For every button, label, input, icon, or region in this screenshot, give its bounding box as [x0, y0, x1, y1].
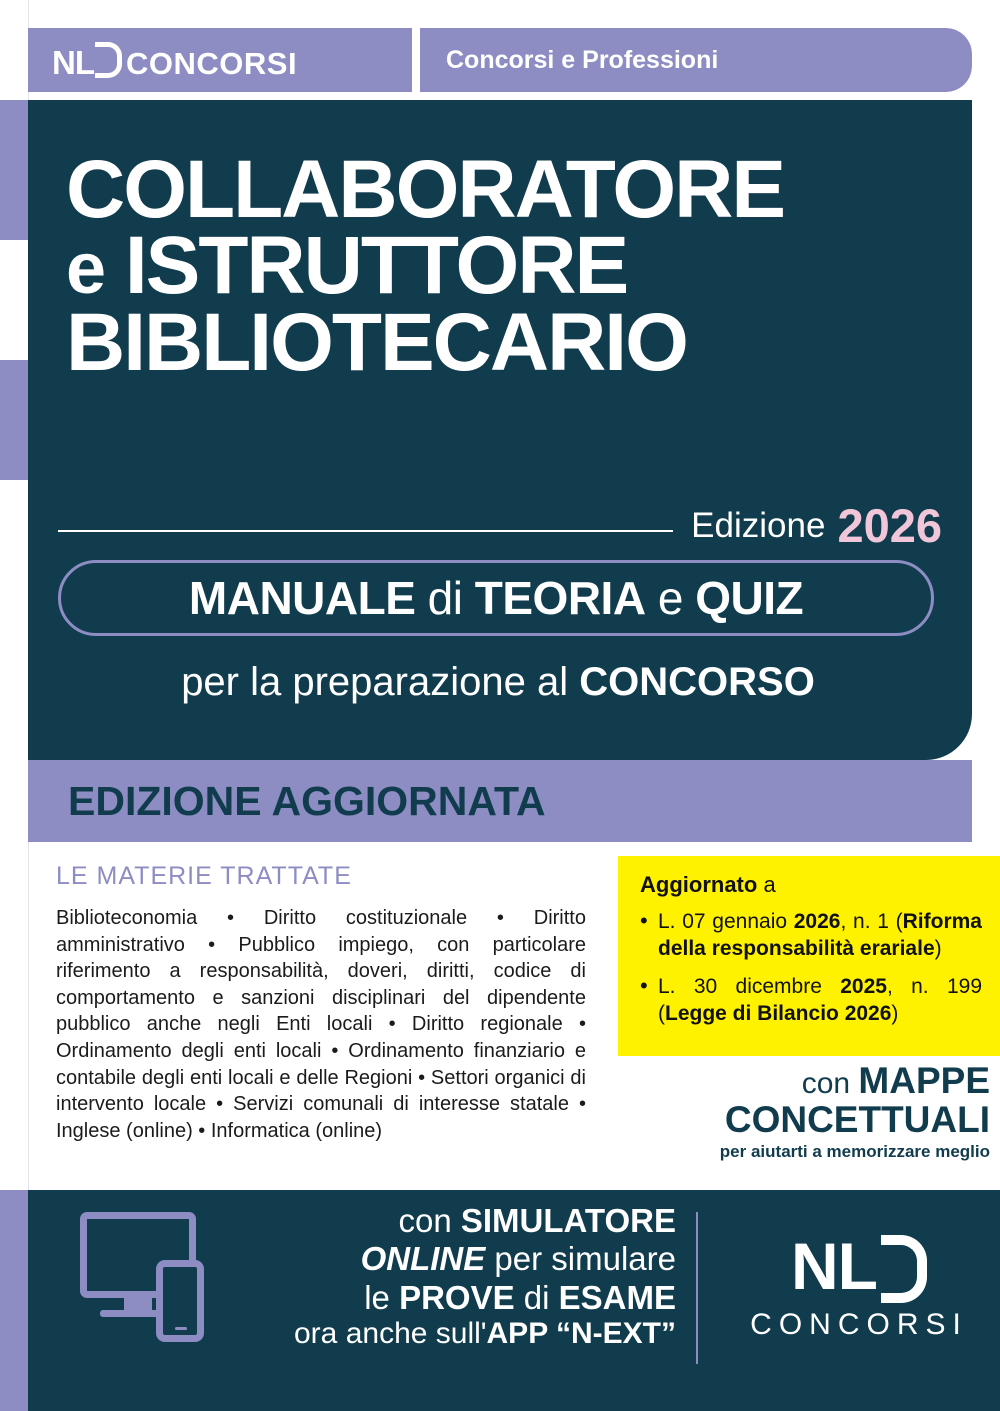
- cover-content: [28, 0, 1000, 1411]
- updated-edition-band: [28, 760, 972, 842]
- updates-heading-bold: Aggiornato: [640, 872, 758, 897]
- nld-logo-concorsi: CONCORSI: [126, 46, 298, 81]
- updated-edition-text: EDIZIONE AGGIORNATA: [68, 777, 546, 824]
- simulator-line1: [236, 1202, 676, 1240]
- update-1-bold1: 2026: [793, 910, 841, 933]
- edition-year: 2026: [837, 499, 942, 552]
- monitor-stand-icon: [124, 1298, 152, 1310]
- concept-maps-line1: [618, 1062, 990, 1101]
- smartphone-icon: [156, 1260, 204, 1342]
- nld-logo-text: NL: [52, 44, 94, 81]
- manual-quiz: QUIZ: [695, 572, 804, 624]
- footer-logo-concorsi: CONCORSI: [750, 1308, 968, 1341]
- simulator-line3: [236, 1279, 676, 1317]
- simulator-line4: [236, 1317, 676, 1352]
- footer-d-mark-icon: [881, 1235, 927, 1303]
- preparation-bold: CONCORSO: [579, 660, 815, 704]
- spine-band-bottom: [0, 1190, 28, 1411]
- simulator-line2: [236, 1240, 676, 1278]
- simulator-line3-mid: di: [514, 1278, 559, 1316]
- spine-band-mid: [0, 360, 28, 480]
- updates-heading-rest: a: [757, 872, 776, 897]
- simulator-line4-bold: APP “N-EXT”: [486, 1316, 676, 1350]
- update-1-bold2: Riforma della responsabilità erariale: [658, 910, 982, 961]
- simulator-line3-bold2: ESAME: [558, 1278, 676, 1316]
- title-line-3: BIBLIOTECARIO: [66, 296, 687, 388]
- update-item-2: [640, 973, 982, 1028]
- title-line-1: COLLABORATORE: [66, 144, 785, 235]
- manual-prefix: MANUALE: [188, 572, 416, 624]
- header-tagline-wrap: [412, 28, 972, 92]
- update-2-mid: , n. 199 (: [658, 974, 982, 1025]
- footer-logo: [728, 1229, 990, 1342]
- header-tagline: Concorsi e Professioni: [446, 45, 719, 74]
- updates-list: [640, 908, 982, 1027]
- footer-logo-mark: [728, 1229, 990, 1303]
- footer-logo-nl: NL: [791, 1229, 877, 1303]
- subjects-body: Biblioteconomia • Diritto costituzionale • Diritto amministrativo • Pubblico impiego, con particolare riferimento a responsabilità, doveri, diritti, codice di comportamento e sanzioni disciplinari del dipendente pubblico anche negli Enti locali • Diritto regionale • Ordinamento degli enti locali • Ordinamento finanziario e contabile degli enti locali e delle Regioni • Settori organici di intervento locale • Servizi comunali di interesse statale • Inglese (online) • Informatica (online): [56, 907, 586, 1142]
- simulator-line3-prefix: le: [364, 1278, 400, 1316]
- title-conjunction: e: [66, 229, 105, 310]
- manual-type-text: [189, 571, 803, 625]
- manual-type-badge: [58, 560, 934, 636]
- simulator-callout: [236, 1196, 676, 1352]
- simulator-line1-prefix: con: [398, 1202, 461, 1239]
- devices-icon: [80, 1212, 220, 1342]
- header-tagline-band: [420, 28, 972, 92]
- update-item-1: [640, 908, 982, 963]
- concept-maps-line3: per aiutarti a memorizzare meglio: [719, 1141, 990, 1161]
- title-line-2: [66, 220, 946, 312]
- concept-maps-bold: MAPPE: [858, 1060, 990, 1101]
- concept-maps-line2: CONCETTUALI: [724, 1098, 990, 1140]
- manual-e: e: [657, 572, 683, 624]
- simulator-line4-prefix: ora anche sull': [294, 1316, 487, 1350]
- edition-label: Edizione: [691, 505, 826, 545]
- spine-strip: [0, 0, 29, 1411]
- title-panel: [28, 100, 972, 760]
- bottom-divider: [696, 1212, 698, 1364]
- concept-maps-callout: [618, 1062, 1000, 1162]
- manual-teoria: TEORIA: [474, 572, 646, 624]
- subjects-section: [56, 862, 586, 1144]
- update-2-bold2: Legge di Bilancio 2026: [665, 1001, 892, 1025]
- preparation-prefix: per la preparazione al: [181, 660, 569, 704]
- simulator-line2-rest: per simulare: [485, 1240, 676, 1278]
- edition-row: [58, 498, 942, 553]
- update-1-mid: , n. 1 (: [840, 910, 903, 933]
- cover-header: [28, 28, 972, 92]
- updates-heading: [640, 872, 982, 898]
- simulator-line2-italic: ONLINE: [360, 1240, 486, 1278]
- update-1-prefix: L. 07 gennaio: [658, 910, 794, 933]
- simulator-line3-bold: PROVE: [399, 1278, 515, 1316]
- simulator-line1-bold: SIMULATORE: [460, 1202, 676, 1239]
- preparation-line: [58, 660, 938, 705]
- subjects-heading: LE MATERIE TRATTATE: [56, 862, 352, 890]
- update-2-prefix: L. 30 dicembre: [658, 974, 841, 998]
- publisher-logo: [28, 28, 412, 92]
- update-2-suffix: ): [891, 1001, 899, 1025]
- update-2-bold1: 2025: [840, 974, 887, 998]
- d-mark-icon: [95, 42, 122, 78]
- manual-di: di: [427, 572, 463, 624]
- updates-box: [618, 856, 1000, 1056]
- edition-rule: [58, 530, 673, 532]
- update-1-suffix: ): [934, 937, 942, 961]
- title-line-2-text: ISTRUTTORE: [124, 220, 628, 312]
- main-title: [66, 144, 946, 388]
- nld-logo-mark: [52, 38, 297, 82]
- spine-band-top: [0, 100, 28, 240]
- concept-maps-prefix: con: [801, 1067, 859, 1100]
